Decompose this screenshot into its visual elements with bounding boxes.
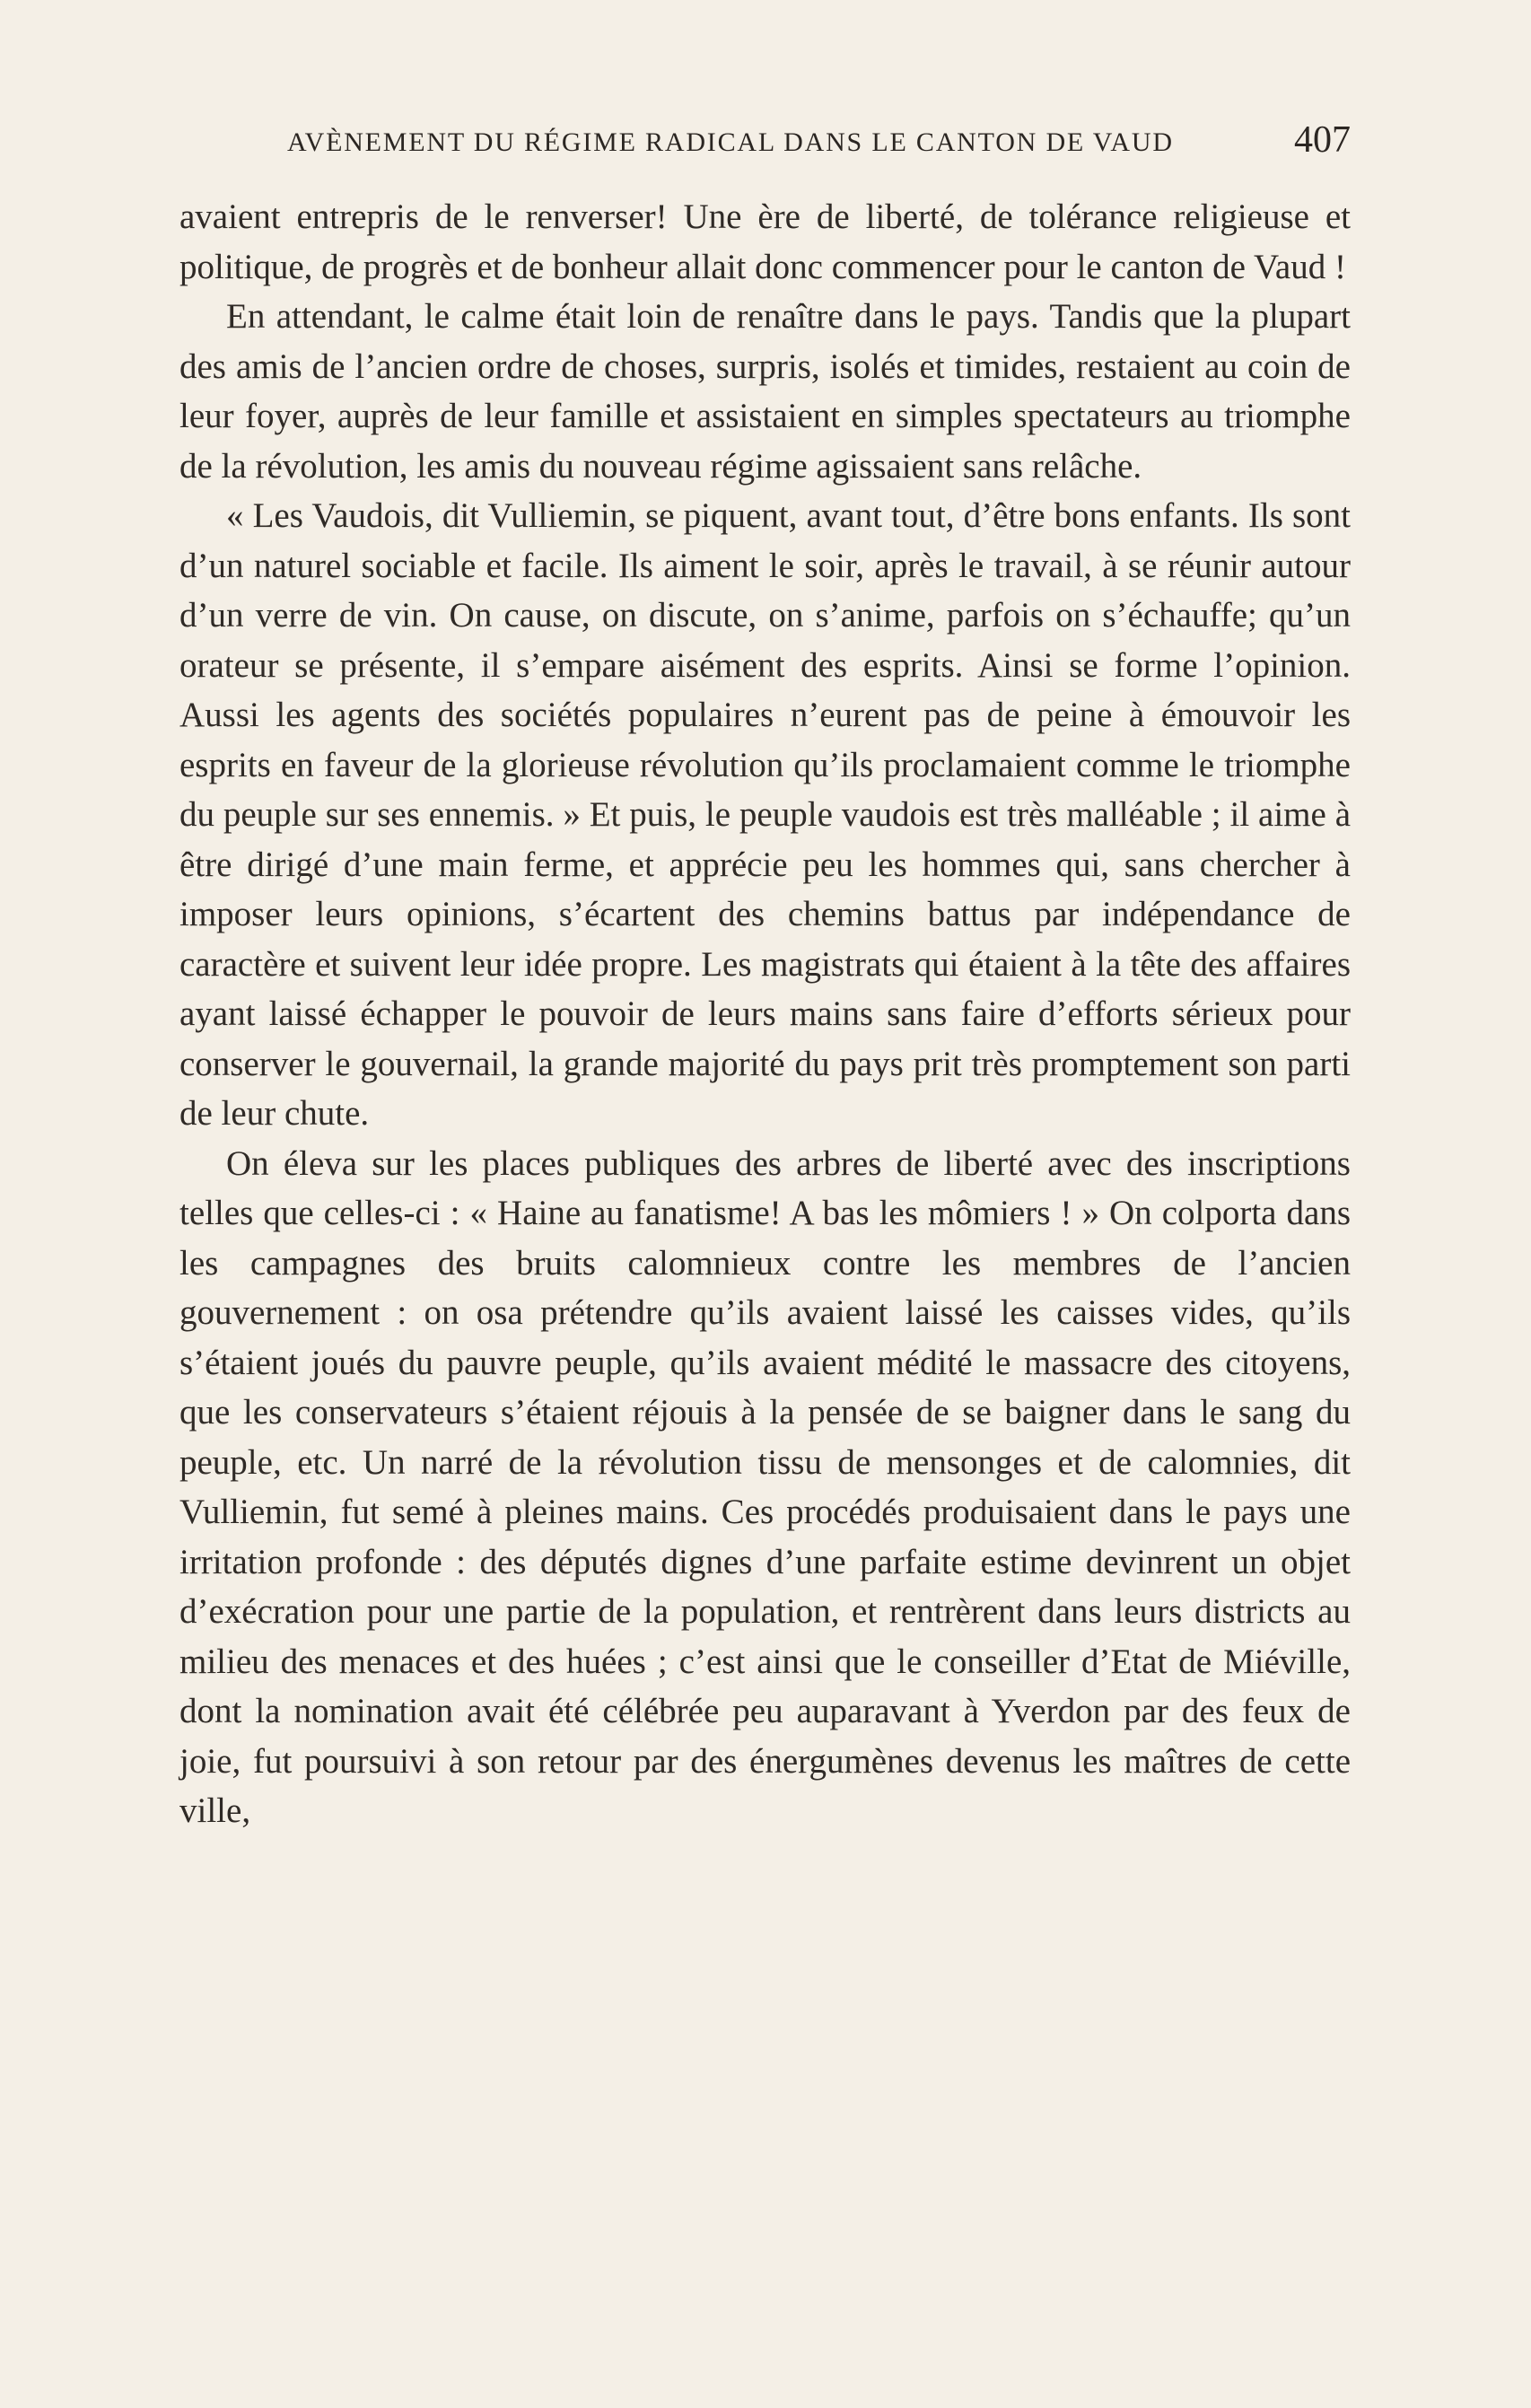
paragraph: avaient entrepris de le renverser! Une ère de liberté, de tolérance religieuse et politique, de progrès et de bonheur allait donc commencer pour le canton de Vaud ! [179, 197, 1351, 286]
paragraph: On éleva sur les places publiques des arbres de liberté avec des inscriptions telles que celles-ci : « Haine au fanatisme! A bas les mômiers ! » On colporta dans les campagnes des bruits calomnieux contre les membres de l’ancien gouvernement : on osa prétendre qu’ils avaient laissé les caisses vides, qu’ils s’étaient joués du pauvre peuple, qu’ils avaient médité le massacre des citoyens, que les conservateurs s’étaient réjouis à la pensée de se baigner dans le sang du peuple, etc. Un narré de la révolution tissu de mensonges et de calomnies, dit Vulliemin, fut semé à pleines mains. Ces procédés produisaient dans le pays une irritation profonde : des députés dignes d’une parfaite estime devinrent un objet d’exécration pour une partie de la population, et rentrèrent dans leurs districts au milieu des menaces et des huées ; c’est ainsi que le conseiller d’Etat de Miéville, dont la nomination avait été célébrée peu auparavant à Yverdon par des feux de joie, fut poursuivi à son retour par des énergumènes devenus les maîtres de cette ville, [179, 1143, 1351, 1830]
body-text [179, 192, 1351, 1836]
page-header [179, 118, 1351, 172]
paragraph: En attendant, le calme était loin de renaître dans le pays. Tandis que la plupart des amis de l’ancien ordre de choses, surpris, isolés et timides, restaient au coin de leur foyer, auprès de leur famille et assistaient en simples spectateurs au triomphe de la révolution, les amis du nouveau régime agissaient sans relâche. [179, 297, 1351, 486]
paragraph: « Les Vaudois, dit Vulliemin, se piquent, avant tout, d’être bons enfants. Ils sont d’un naturel sociable et facile. Ils aiment le soir, après le travail, à se réunir autour d’un verre de vin. On cause, on discute, on s’anime, parfois on s’échauffe; qu’un orateur se présente, il s’empare aisément des esprits. Ainsi se forme l’opinion. Aussi les agents des sociétés populaires n’eurent pas de peine à émouvoir les esprits en faveur de la glorieuse révolution qu’ils proclamaient comme le triomphe du peuple sur ses ennemis. » Et puis, le peuple vaudois est très malléable ; il aime à être dirigé d’une main ferme, et apprécie peu les hommes qui, sans chercher à imposer leurs opinions, s’écartent des chemins battus par indépendance de caractère et suivent leur idée propre. Les magistrats qui étaient à la tête des affaires ayant laissé échapper le pouvoir de leurs mains sans faire d’efforts sérieux pour conserver le gouvernail, la grande majorité du pays prit très promptement son parti de leur chute. [179, 496, 1351, 1133]
page-number: 407 [1294, 119, 1351, 161]
running-title: AVÈNEMENT DU RÉGIME RADICAL DANS LE CANTON DE VAUD [287, 127, 1174, 157]
